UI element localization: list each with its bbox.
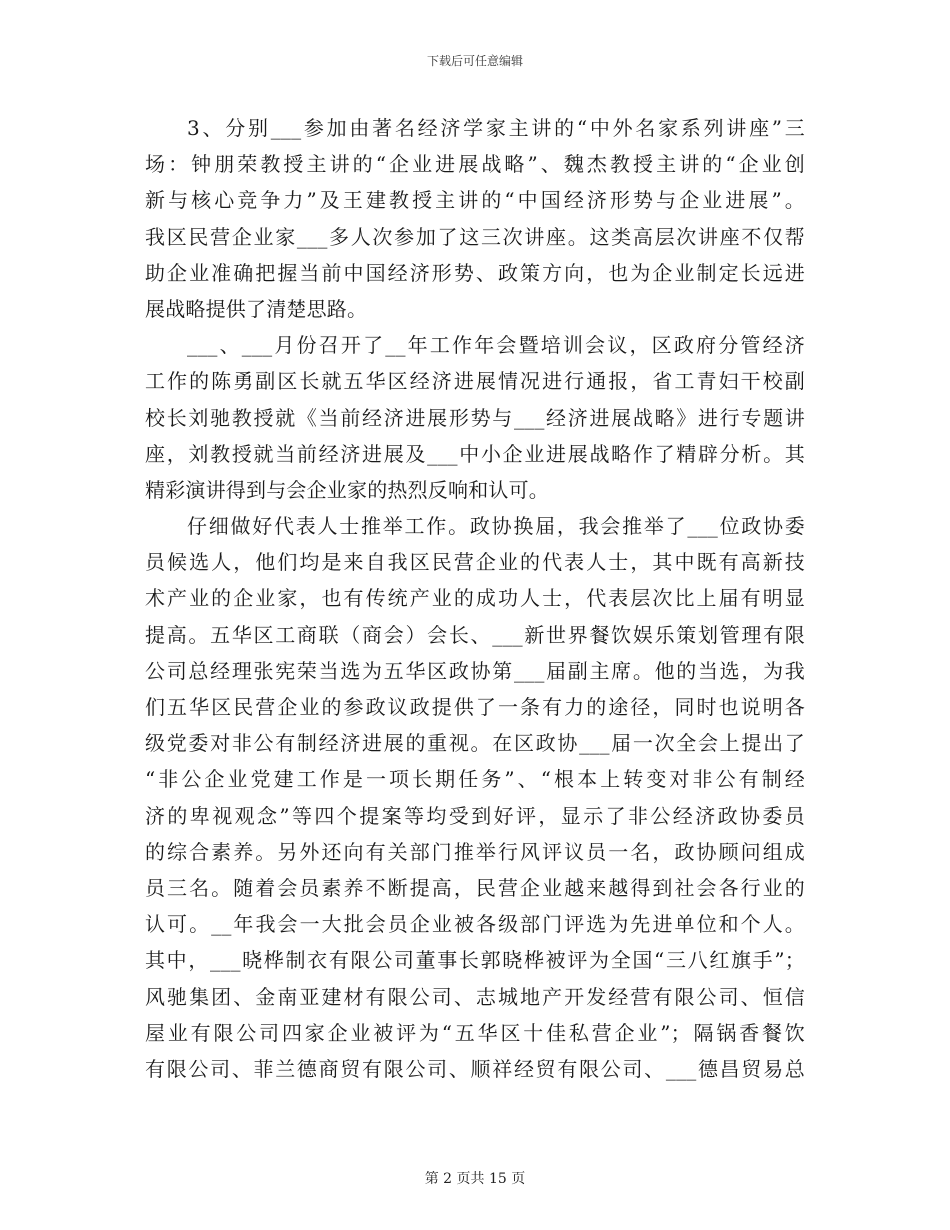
paragraph-3-line-7: 级党委对非公有制经济进展的重视。在区政协___届一次全会上提出了 xyxy=(145,731,805,756)
paragraph-3-line-5: 公司总经理张宪荣当选为五华区政协第___届副主席。他的当选，为我 xyxy=(145,658,805,683)
paragraph-3-line-15: 屋业有限公司四家企业被评为“五华区十佳私营企业”；隔锅香餐饮 xyxy=(145,1020,805,1045)
paragraph-2-line-1: ___、___月份召开了__年工作年会暨培训会议，区政府分管经济 xyxy=(187,333,805,358)
paragraph-1-line-4: 我区民营企业家___多人次参加了这三次讲座。这类高层次讲座不仅帮 xyxy=(145,224,805,249)
paragraph-3-line-8: “非公企业党建工作是一项长期任务”、“根本上转变对非公有制经 xyxy=(145,767,805,792)
page-number-footer: 第 2 页共 15 页 xyxy=(424,1171,526,1187)
paragraph-1-line-3: 新与核心竞争力”及王建教授主讲的“中国经济形势与企业进展”。 xyxy=(145,188,805,213)
paragraph-3-line-16: 有限公司、菲兰德商贸有限公司、顺祥经贸有限公司、___德昌贸易总 xyxy=(145,1056,805,1081)
paragraph-2-line-3: 校长刘驰教授就《当前经济进展形势与___经济进展战略》进行专题讲 xyxy=(145,405,805,430)
paragraph-3-line-6: 们五华区民营企业的参政议政提供了一条有力的途径，同时也说明各 xyxy=(145,695,805,719)
paragraph-2-line-2: 工作的陈勇副区长就五华区经济进展情况进行通报，省工青妇干校副 xyxy=(145,369,805,394)
paragraph-1-line-1: 3、分别___参加由著名经济学家主讲的“中外名家系列讲座”三 xyxy=(187,116,805,140)
paragraph-3-line-12: 认可。__年我会一大批会员企业被各级部门评选为先进单位和个人。 xyxy=(145,912,805,937)
paragraph-3-line-1: 仔细做好代表人士推举工作。政协换届，我会推举了___位政协委 xyxy=(187,514,805,539)
document-body xyxy=(145,110,805,1087)
paragraph-1-line-6: 展战略提供了清楚思路。 xyxy=(145,296,368,321)
paragraph-3-line-10: 的综合素养。另外还向有关部门推举行风评议员一名，政协顾问组成 xyxy=(145,839,805,864)
paragraph-2-line-4: 座，刘教授就当前经济进展及___中小企业进展战略作了精辟分析。其 xyxy=(145,441,805,466)
paragraph-1-line-2: 场：钟朋荣教授主讲的“企业进展战略”、魏杰教授主讲的“企业创 xyxy=(145,152,805,177)
paragraph-3-line-9: 济的卑视观念”等四个提案等均受到好评，显示了非公经济政协委员 xyxy=(145,803,805,828)
paragraph-3-line-2: 员候选人，他们均是来自我区民营企业的代表人士，其中既有高新技 xyxy=(145,550,805,575)
paragraph-3-line-3: 术产业的企业家，也有传统产业的成功人士，代表层次比上届有明显 xyxy=(145,586,805,611)
paragraph-3-line-11: 员三名。随着会员素养不断提高，民营企业越来越得到社会各行业的 xyxy=(145,875,805,900)
paragraph-2-line-5: 精彩演讲得到与会企业家的热烈反响和认可。 xyxy=(145,477,549,502)
paragraph-3-line-4: 提高。五华区工商联（商会）会长、___新世界餐饮娱乐策划管理有限 xyxy=(145,622,805,647)
page-header: 下载后可任意编辑 xyxy=(426,54,523,68)
paragraph-3-line-14: 风驰集团、金南亚建材有限公司、志城地产开发经营有限公司、恒信 xyxy=(145,984,805,1009)
paragraph-1-line-5: 助企业准确把握当前中国经济形势、政策方向，也为企业制定长远进 xyxy=(145,260,805,285)
paragraph-3-line-13: 其中，___晓桦制衣有限公司董事长郭晓桦被评为全国“三八红旗手”； xyxy=(145,948,805,973)
